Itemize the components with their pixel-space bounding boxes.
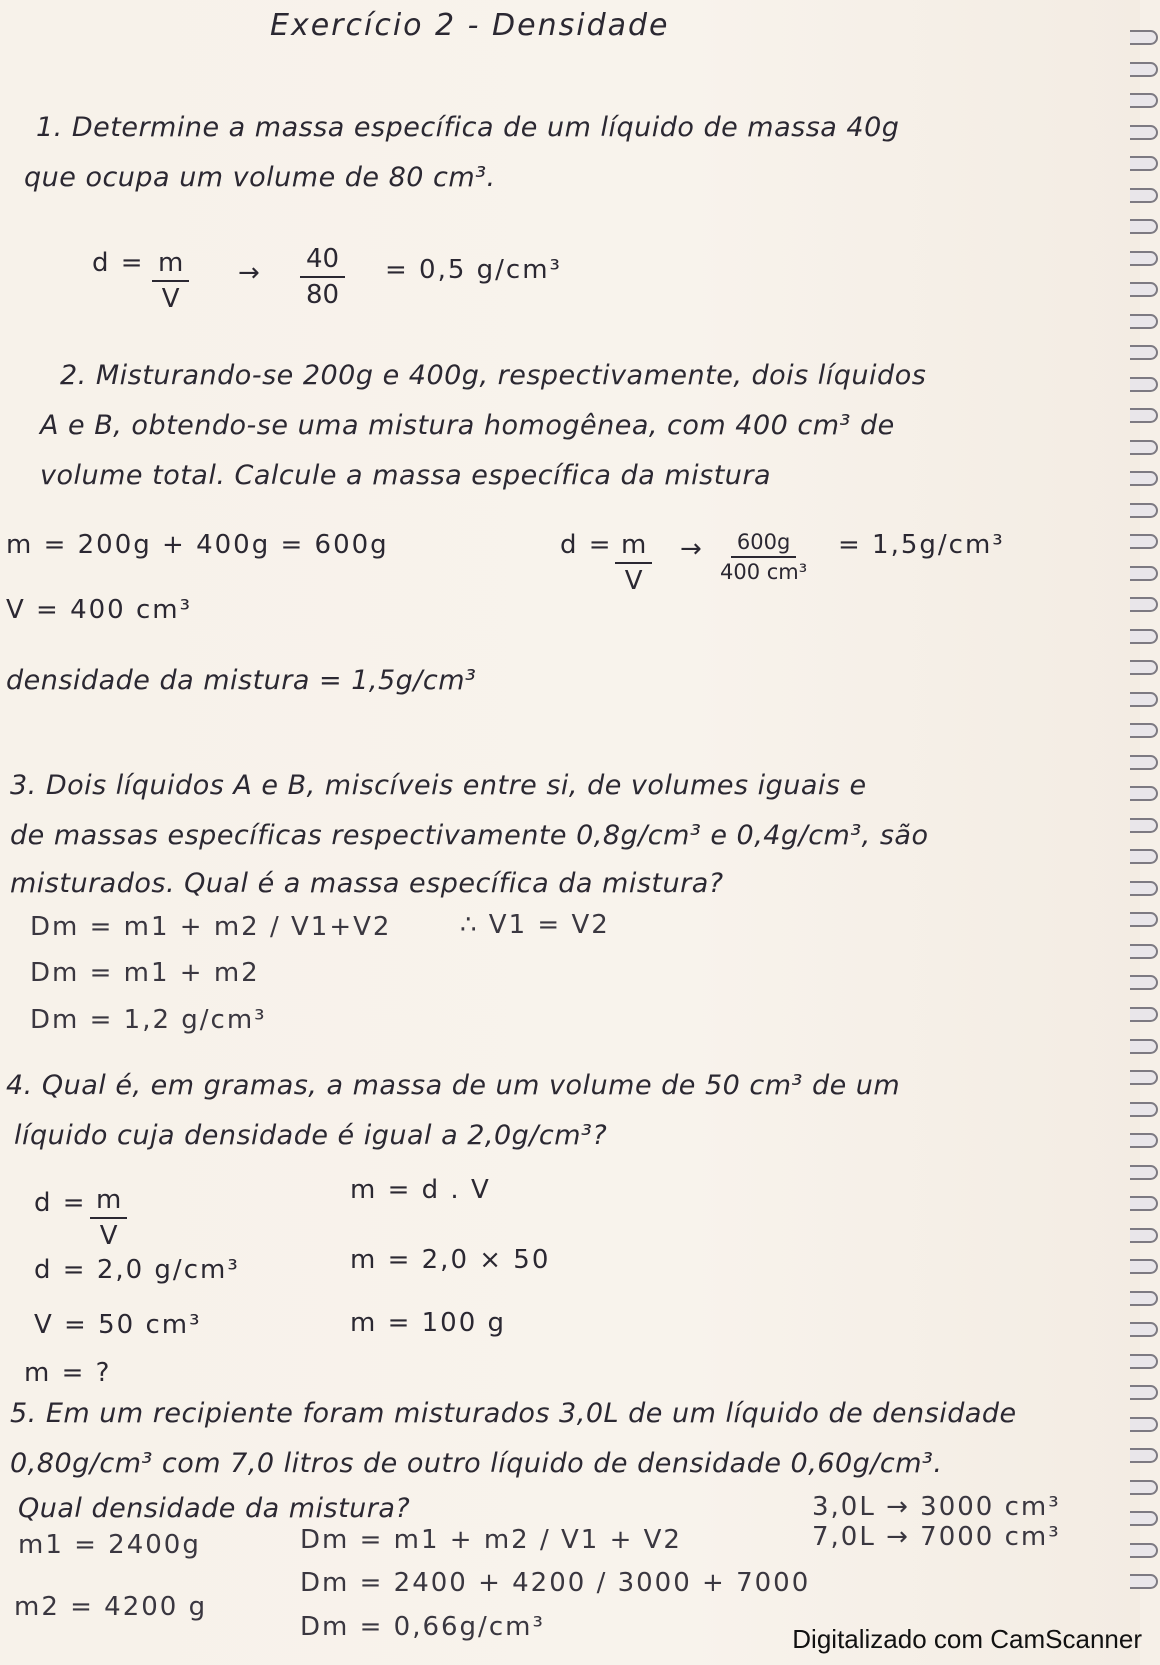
spiral-ring xyxy=(1130,1574,1158,1589)
q3-statement-line1: 3. Dois líquidos A e B, miscíveis entre si, de volumes iguais e xyxy=(10,770,867,801)
spiral-ring xyxy=(1130,881,1158,896)
q4-formula-fraction xyxy=(90,1185,127,1251)
q4-statement-line2: líquido cuja densidade é igual a 2,0g/cm³? xyxy=(14,1120,608,1151)
spiral-ring xyxy=(1130,944,1158,959)
spiral-ring xyxy=(1130,1102,1158,1117)
spiral-ring xyxy=(1130,1448,1158,1463)
arrow-icon: → xyxy=(680,534,704,564)
q1-value-fraction xyxy=(300,244,345,310)
q1-statement-line1: 1. Determine a massa específica de um líquido de massa 40g xyxy=(36,112,900,143)
q1-formula-fraction xyxy=(152,248,189,314)
page-title: Exercício 2 - Densidade xyxy=(270,8,670,43)
spiral-ring xyxy=(1130,408,1158,423)
spiral-ring xyxy=(1130,1354,1158,1369)
fraction-numerator: m xyxy=(615,530,652,564)
q3-statement-line3: misturados. Qual é a massa específica da mistura? xyxy=(10,868,724,899)
spiral-ring xyxy=(1130,440,1158,455)
camscanner-watermark: Digitalizado com CamScanner xyxy=(792,1624,1142,1654)
arrow-icon: → xyxy=(238,258,262,288)
spiral-ring xyxy=(1130,1196,1158,1211)
spiral-ring xyxy=(1130,471,1158,486)
q2-volume: V = 400 cm³ xyxy=(6,595,193,625)
q2-answer: densidade da mistura = 1,5g/cm³ xyxy=(6,665,477,696)
fraction-denominator: V xyxy=(624,566,643,596)
q3-step: Dm = m1 + m2 xyxy=(30,958,260,988)
spiral-ring xyxy=(1130,1511,1158,1526)
q4-result: m = 100 g xyxy=(350,1308,507,1338)
spiral-ring xyxy=(1130,1133,1158,1148)
fraction-numerator: 40 xyxy=(300,244,345,278)
spiral-ring xyxy=(1130,1385,1158,1400)
spiral-ring xyxy=(1130,786,1158,801)
spiral-ring xyxy=(1130,314,1158,329)
q4-step1: m = d . V xyxy=(350,1175,491,1205)
q5-mass-2: m2 = 4200 g xyxy=(14,1592,208,1622)
fraction-numerator: m xyxy=(90,1185,127,1219)
q5-formula: Dm = m1 + m2 / V1 + V2 xyxy=(300,1525,682,1555)
fraction-denominator: 400 cm³ xyxy=(720,560,808,584)
spiral-ring xyxy=(1130,30,1158,45)
q4-density-value: d = 2,0 g/cm³ xyxy=(34,1255,240,1285)
spiral-ring xyxy=(1130,1165,1158,1180)
spiral-ring xyxy=(1130,755,1158,770)
spiral-ring xyxy=(1130,1322,1158,1337)
q3-statement-line2: de massas específicas respectivamente 0,8g/cm³ e 0,4g/cm³, são xyxy=(10,820,929,851)
spiral-ring xyxy=(1130,62,1158,77)
spiral-ring xyxy=(1130,1007,1158,1022)
spiral-ring xyxy=(1130,345,1158,360)
spiral-ring xyxy=(1130,1417,1158,1432)
spiral-ring xyxy=(1130,849,1158,864)
spiral-ring xyxy=(1130,503,1158,518)
q2-result: = 1,5g/cm³ xyxy=(838,530,1005,560)
q4-volume-value: V = 50 cm³ xyxy=(34,1310,202,1340)
q2-statement-line2: A e B, obtendo-se uma mistura homogênea, com 400 cm³ de xyxy=(40,410,895,441)
spiral-binding xyxy=(1126,30,1160,1590)
q2-d-equals: d = xyxy=(560,530,613,560)
spiral-ring xyxy=(1130,1480,1158,1495)
q4-d-equals: d = xyxy=(34,1188,87,1218)
spiral-ring xyxy=(1130,566,1158,581)
fraction-denominator: 80 xyxy=(306,280,340,310)
spiral-ring xyxy=(1130,1259,1158,1274)
spiral-ring xyxy=(1130,597,1158,612)
fraction-numerator: 600g xyxy=(731,530,796,558)
spiral-ring xyxy=(1130,125,1158,140)
spiral-ring xyxy=(1130,251,1158,266)
q2-mass-sum: m = 200g + 400g = 600g xyxy=(6,530,389,560)
spiral-ring xyxy=(1130,188,1158,203)
spiral-ring xyxy=(1130,692,1158,707)
q5-substitution: Dm = 2400 + 4200 / 3000 + 7000 xyxy=(300,1568,811,1598)
spiral-ring xyxy=(1130,377,1158,392)
q5-statement-line2: 0,80g/cm³ com 7,0 litros de outro líquido de densidade 0,60g/cm³. xyxy=(10,1448,943,1479)
spiral-ring xyxy=(1130,534,1158,549)
fraction-denominator: V xyxy=(161,284,180,314)
spiral-ring xyxy=(1130,219,1158,234)
spiral-ring xyxy=(1130,723,1158,738)
fraction-numerator: m xyxy=(152,248,189,282)
spiral-ring xyxy=(1130,660,1158,675)
q1-statement-line2: que ocupa um volume de 80 cm³. xyxy=(24,162,496,193)
q3-formula: Dm = m1 + m2 / V1+V2 xyxy=(30,912,392,942)
spiral-ring xyxy=(1130,1543,1158,1558)
q3-result: Dm = 1,2 g/cm³ xyxy=(30,1005,267,1035)
spiral-ring xyxy=(1130,1291,1158,1306)
spiral-ring xyxy=(1130,93,1158,108)
spiral-ring xyxy=(1130,156,1158,171)
q4-statement-line1: 4. Qual é, em gramas, a massa de um volume de 50 cm³ de um xyxy=(6,1070,901,1101)
spiral-ring xyxy=(1130,282,1158,297)
spiral-ring xyxy=(1130,629,1158,644)
fraction-denominator: V xyxy=(99,1221,118,1251)
q1-d-equals: d = xyxy=(92,248,145,278)
spiral-ring xyxy=(1130,1039,1158,1054)
q4-step2: m = 2,0 × 50 xyxy=(350,1245,551,1275)
q5-result: Dm = 0,66g/cm³ xyxy=(300,1612,545,1642)
spiral-ring xyxy=(1130,1070,1158,1085)
q5-conversion-1: 3,0L → 3000 cm³ xyxy=(812,1492,1061,1522)
q5-statement-line1: 5. Em um recipiente foram misturados 3,0L de um líquido de densidade xyxy=(10,1398,1017,1429)
q2-formula-fraction xyxy=(615,530,652,596)
q1-result: = 0,5 g/cm³ xyxy=(385,255,562,285)
q2-value-fraction xyxy=(720,530,807,584)
q2-statement-line1: 2. Misturando-se 200g e 400g, respectivamente, dois líquidos xyxy=(60,360,927,391)
spiral-ring xyxy=(1130,912,1158,927)
q2-statement-line3: volume total. Calcule a massa específica da mistura xyxy=(40,460,772,491)
q5-statement-line3: Qual densidade da mistura? xyxy=(18,1493,411,1524)
q5-mass-1: m1 = 2400g xyxy=(18,1530,201,1560)
q5-conversion-2: 7,0L → 7000 cm³ xyxy=(812,1522,1061,1552)
q4-mass-unknown: m = ? xyxy=(24,1358,112,1388)
spiral-ring xyxy=(1130,975,1158,990)
q3-note: ∴ V1 = V2 xyxy=(460,910,610,940)
spiral-ring xyxy=(1130,1228,1158,1243)
spiral-ring xyxy=(1130,818,1158,833)
